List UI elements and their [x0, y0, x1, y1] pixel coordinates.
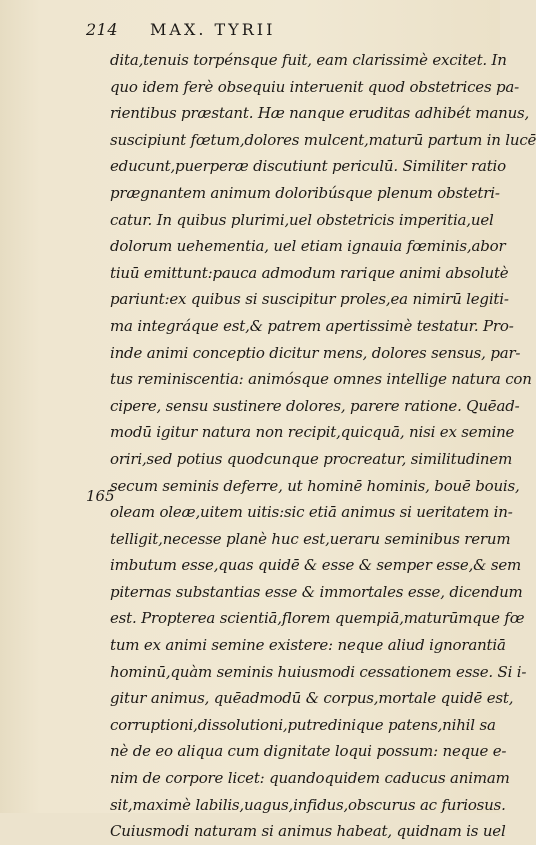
- text-line: ma integráque est,& patrem apertissimè testatur. Pro-: [110, 316, 514, 335]
- text-line: cipere, sensu sustinere dolores, parere ratione. Quēad-: [110, 396, 520, 415]
- text-line: gitur animus, quēadmodū & corpus,mortale quidē est,: [110, 689, 514, 708]
- text-line: inde animi conceptio dicitur mens, dolores sensus, par-: [110, 343, 521, 362]
- text-line: suscipiunt fœtum,dolores mulcent,maturū partum in lucē: [110, 130, 536, 149]
- text-line: quo idem ferè obsequiu interuenit quod obstetrices pa-: [110, 77, 520, 96]
- text-line: oriri,sed potius quodcunque procreatur, similitudinem: [110, 449, 513, 468]
- text-line: piternas substantias esse & immortales esse, dicendum: [110, 582, 523, 601]
- text-line: est. Propterea scientiā,florem quempiā,maturūmque fœ: [110, 609, 525, 628]
- text-line: oleam oleæ,uitem uitis:sic etiā animus si ueritatem in-: [110, 503, 513, 522]
- text-line: pariunt:ex quibus si suscipitur proles,ea nimirū legiti-: [110, 290, 509, 309]
- text-line: modū igitur natura non recipit,quicquā, nisi ex semine: [110, 423, 515, 442]
- page-number: 214: [86, 20, 119, 39]
- body-text: [110, 47, 536, 845]
- text-line: catur. In quibus plurimi,uel obstetricis imperitia,uel: [110, 210, 494, 229]
- text-line: sit,maximè labilis,uagus,infidus,obscurus ac furiosus.: [110, 795, 506, 814]
- text-line: dolorum uehementia, uel etiam ignauia fœminis,abor: [110, 237, 506, 256]
- text-line: nim de corpore licet: quandoquidem caducus animam: [110, 769, 510, 788]
- text-line: telligit,necesse planè huc est,ueraru seminibus rerum: [110, 529, 511, 548]
- text-line: tus reminiscentia: animósque omnes intellige natura con: [110, 370, 532, 389]
- text-line: tum ex animi semine existere: neque aliud ignorantiā: [110, 636, 506, 655]
- text-line: rientibus præstant. Hæ nanque eruditas adhibét manus,: [110, 104, 530, 123]
- text-line: educunt,puerperæ discutiunt periculū. Similiter ratio: [110, 157, 506, 176]
- text-line: Cuiusmodi naturam si animus habeat, quidnam is uel: [110, 822, 506, 841]
- text-line: dita,tenuis torpénsque fuit, eam clarissimè excitet. In: [110, 51, 507, 69]
- text-line: hominū,quàm seminis huiusmodi cessationem esse. Si i-: [110, 662, 527, 681]
- running-head: MAX. TYRII: [150, 20, 276, 39]
- text-line: imbutum esse,quas quidē & esse & semper esse,& sem: [110, 556, 522, 575]
- text-line: corruptioni,dissolutioni,putredinique patens,nihil sa: [110, 715, 496, 734]
- margin-line-number: 165: [86, 487, 115, 505]
- text-line: nè de eo aliqua cum dignitate loqui possum: neque e-: [110, 742, 507, 761]
- text-line: prægnantem animum doloribúsque plenum obstetri-: [110, 183, 500, 202]
- text-line: tiuū emittunt:pauca admodum rarique animi absolutè: [110, 263, 509, 282]
- text-line: secum seminis deferre, ut hominē hominis, bouē bouis,: [110, 476, 520, 495]
